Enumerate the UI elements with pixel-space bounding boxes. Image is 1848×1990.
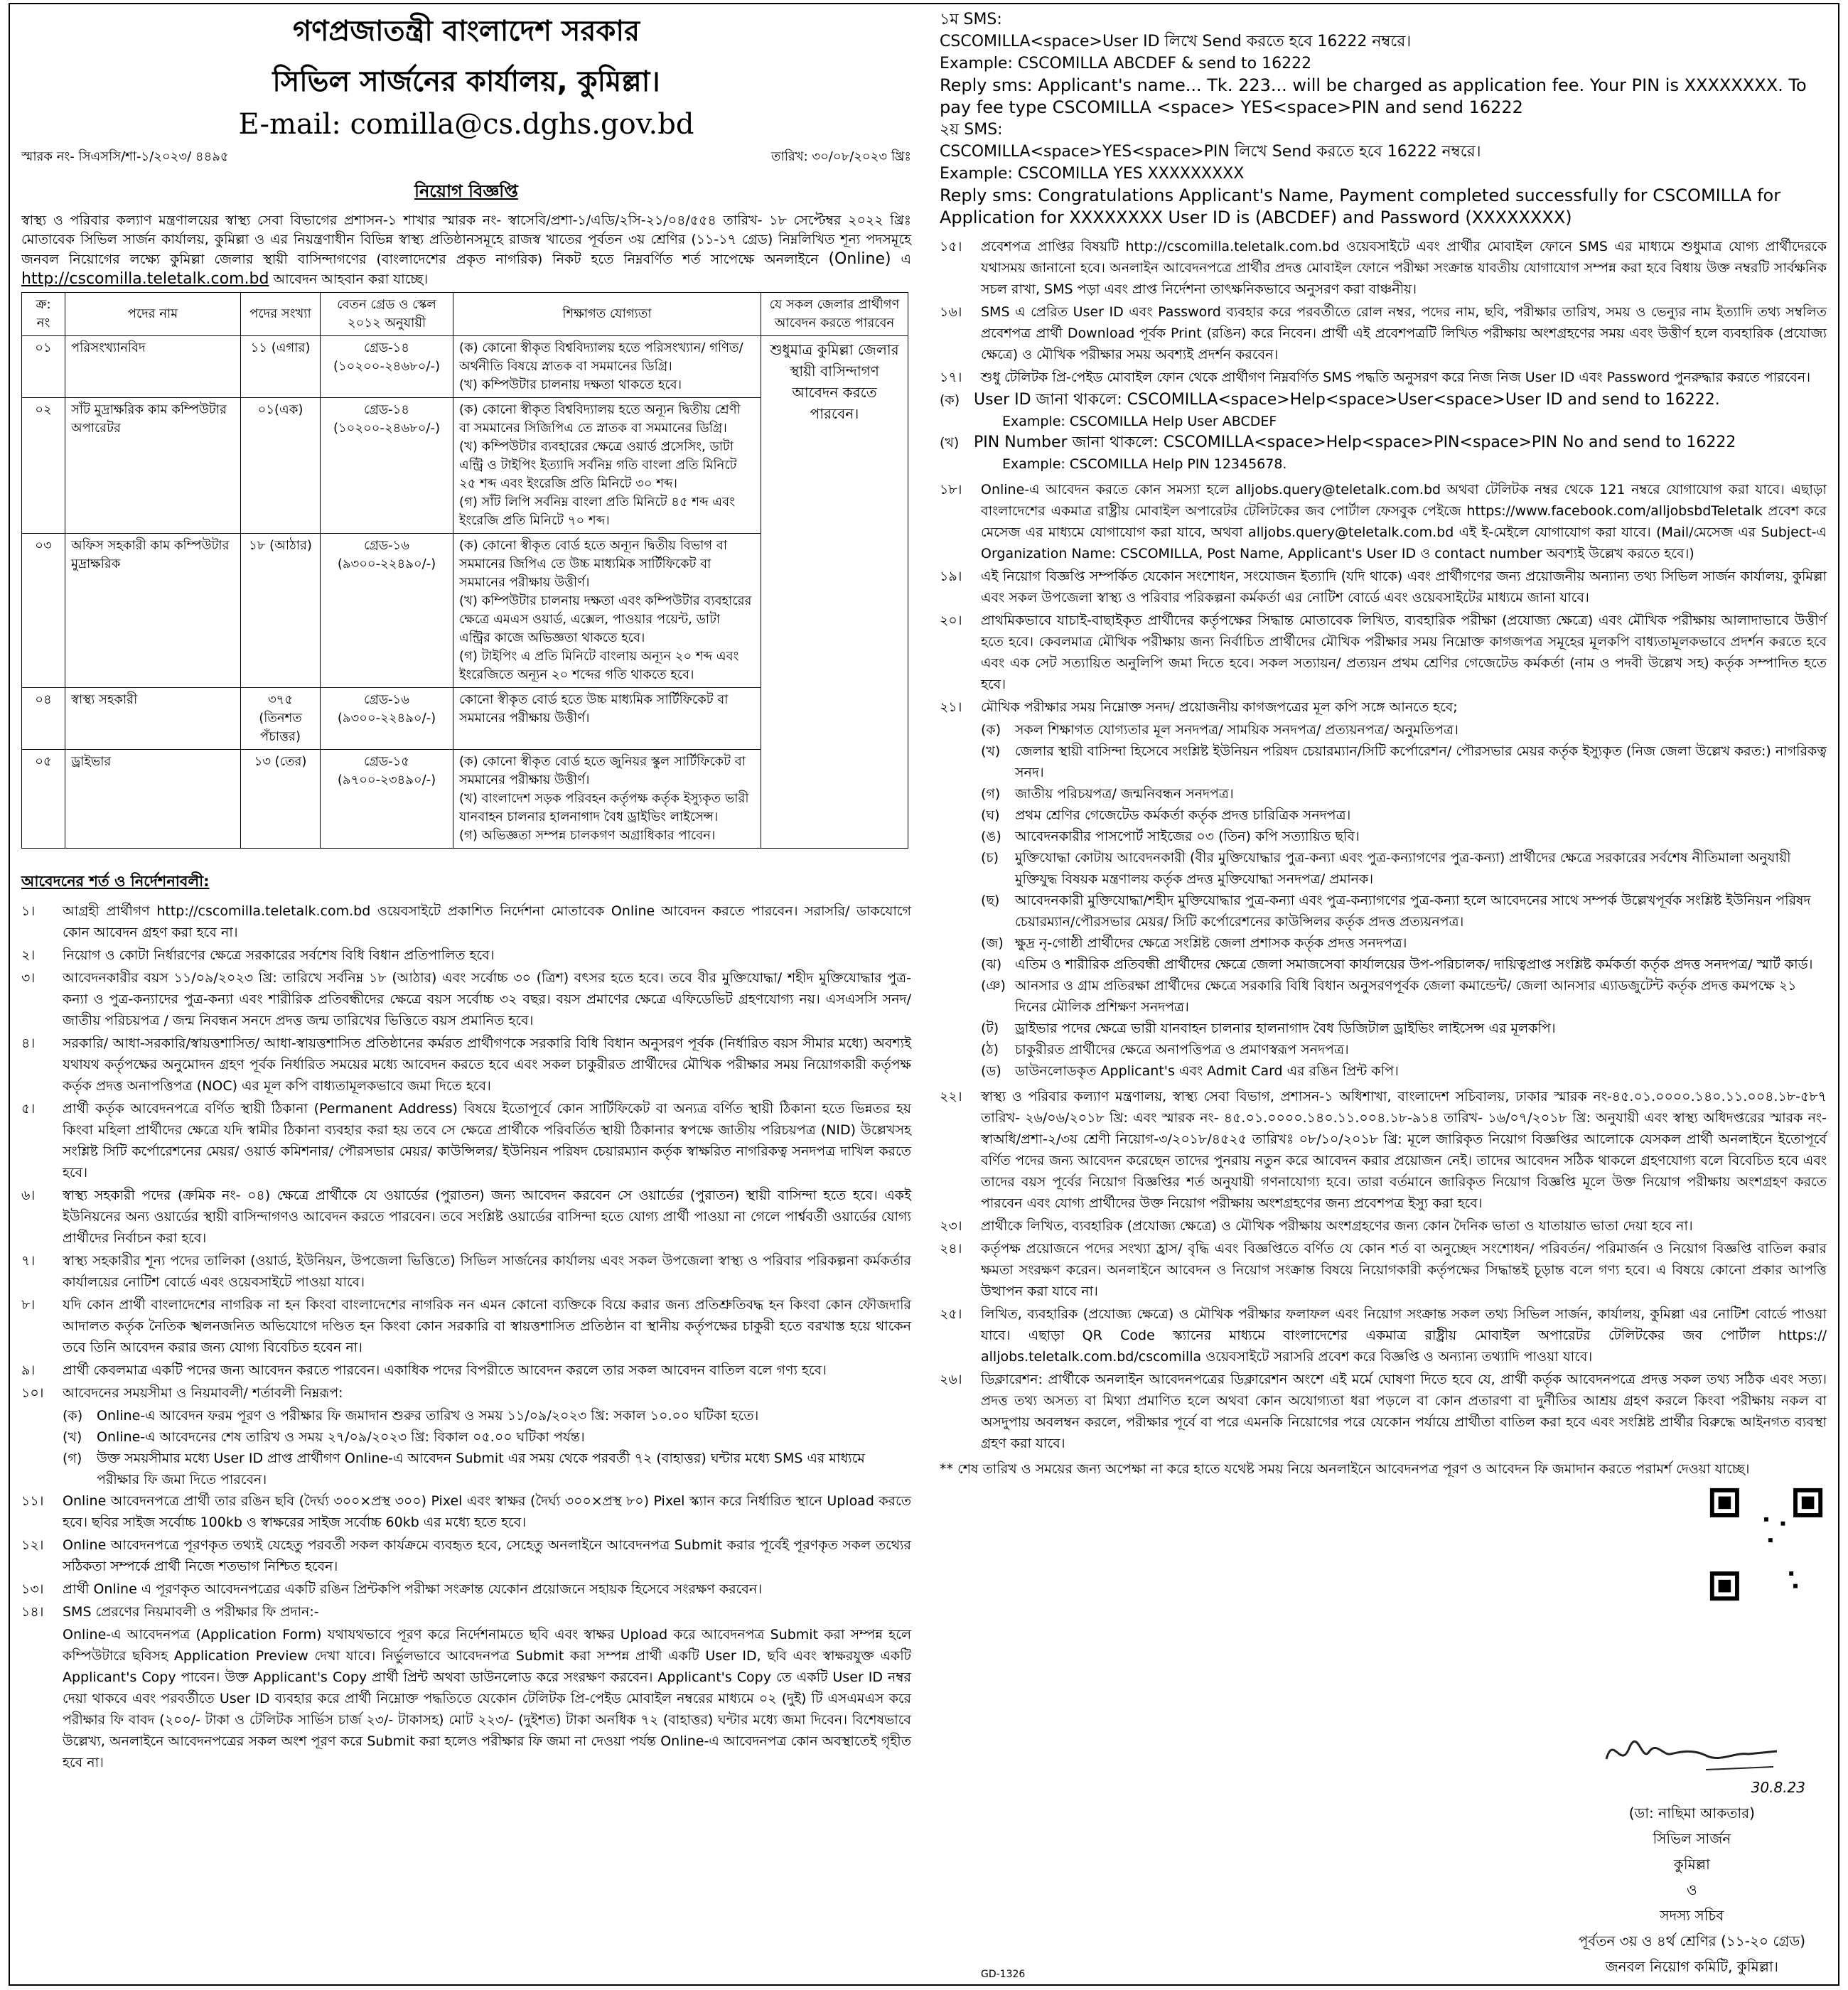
item-text: যদি কোন প্রার্থী বাংলাদেশের নাগরিক না হন কিংবা বাংলাদেশের নাগরিক নন এমন কোনো ব্যক্তিকে বিয়ে করার জন্য প্রতিশ্রুতিবদ্ধ হন কিংবা কোন ফৌজদারি আদালত কর্তৃক নৈতিক স্খলনজনিত অভিযোগে দণ্ডিত হন কিংবা কোন সরকারি বা স্বায়ত্তশাসিত প্রতিষ্ঠান বা স্থানীয় কর্তৃপক্ষের চাকুরী হতে বরখাস্ত হয়ে থাকেন তবে তিনি আবেদন করার জন্য যোগ্য বিবেচিত হবেন না। xyxy=(63,1297,911,1355)
row-grade xyxy=(321,336,453,398)
sub-text: জেলার স্থায়ী বাসিন্দা হিসেবে সংশ্লিষ্ট ইউনিয়ন পরিষদ চেয়ারম্যান/সিটি কর্পোরেশন/ পৌরসভার মেয়র কর্তৃক ইস্যুকৃত (নিজ জেলা উল্লেখ করত:) নাগরিকত্ব সনদ। xyxy=(1015,743,1827,780)
item-text: স্বাস্থ্য সহকারীর শূন্য পদের তালিকা (ওয়ার্ড, ইউনিয়ন, উপজেলা ভিত্তিতে) সিভিল সার্জনের কার্যালয় এবং সকল উপজেলা স্বাস্থ্য ও পরিবার পরিকল্পনা কর্মকর্তার কার্যালয়ের নোটিশ বোর্ডে এবং ওয়েবসাইটে পাওয়া যাবে। xyxy=(63,1253,911,1290)
sub-example: Example: CSCOMILLA Help User ABCDEF xyxy=(1002,414,1277,429)
list-item xyxy=(21,900,911,943)
qualification-line: (খ) বাংলাদেশ সড়ক পরিবহন কর্তৃপক্ষ কর্তৃক ইস্যুকৃত ভারী যানবাহন চালনার হালনাগাদ বৈধ ড্রাইভিং লাইসেন্স। xyxy=(459,791,749,824)
sub-body xyxy=(1015,954,1827,975)
list-item xyxy=(940,1215,1827,1237)
row-serial: ০৫ xyxy=(22,750,65,849)
sub-item xyxy=(981,975,1827,1018)
sms1-reply: Reply sms: Applicant's name... Tk. 223... will be charged as application fee. Your PIN is XXXXXXXX. To pay fee type CSCOMILLA <space> YES<space>PIN and send 16222 xyxy=(940,75,1807,117)
sms2-label: ২য় SMS: xyxy=(940,121,1003,139)
sub-item xyxy=(981,805,1827,826)
item-text: স্বাস্থ্য ও পরিবার কল্যাণ মন্ত্রণালয়, স্বাস্থ্য সেবা বিভাগ, প্রশাসন-১ অধিশাখা, বাংলাদেশ সচিবালয়, ঢাকার স্মারক নং-৪৫.০১.০০০০.১৪০.১১.০০৪.১৮-৫৮৭ তারিখ- ২৬/০৬/২০১৮ খ্রি: এবং স্মারক নং- ৪৫.০১.০০০০.১৪০.১১.০০৪.১৮-৯১৪ তারিখ- ১৬/০৭/২০১৮ খ্রি: অনুযায়ী এবং স্বাস্থ্য অধিদপ্তরের স্মারক নং-স্বাঅধি/প্রশা-২/৩য় শ্রেণী নিয়োগ-৩/২০১৮/৪৫২৫ তারিখঃ ০৮/১০/২০১৮ খ্রি: মূলে জারিকৃত নিয়োগ বিজ্ঞপ্তির আলোকে যেসকল প্রার্থী অনলাইনে ইতোপূর্বে বর্ণিত পদের জন্য আবেদন করেছেন তাদের পুনরায় নতুন করে আবেদন করার প্রয়োজন নেই। তাদের আবেদন সঠিক থাকলে গ্রহণযোগ্য বলে বিবেচিত হবে এবং তাদের বয়স পূর্বের নিয়োগ বিজ্ঞপ্তির শর্ত অনুযায়ী গণনাযোগ্য হবে। তারা বর্তমানে জারিকৃত নিয়োগ বিজ্ঞপ্তি মূলে উক্ত নিয়োগ পরীক্ষায় অংশগ্রহণ করতে পারবেন এবং যোগ্য প্রার্থীদের উক্ত নিয়োগ পরীক্ষায় অংশগ্রহণের জন্য প্রবেশপত্র ইস্যু করা হবে। xyxy=(981,1089,1827,1211)
sub-text: এতিম ও শারীরিক প্রতিবন্ধী প্রার্থীদের ক্ষেত্রে জেলা সমাজসেবা কার্যালয়ের উপ-পরিচালক/ দায়িত্বপ্রাপ্ত সংশ্লিষ্ট কর্মকর্তা কর্তৃক প্রদত্ত সনদপত্র/ স্মার্ট কার্ড। xyxy=(1015,957,1813,972)
row-serial: ০১ xyxy=(22,336,65,398)
sub-body xyxy=(1015,1060,1827,1082)
intro-text-end: আবেদন আহবান করা যাচ্ছে। xyxy=(273,271,428,287)
item-text: মৌখিক পরীক্ষার সময় নিম্নোক্ত সনদ/ প্রয়োজনীয় কাগজপত্রের মূল কপি সঙ্গে আনতে হবে; xyxy=(981,699,1458,715)
grade-label: গ্রেড-১৫ xyxy=(364,754,409,769)
list-item xyxy=(21,967,911,1031)
item-number: ১০। xyxy=(21,1385,44,1401)
item-number: ১৮। xyxy=(940,482,962,498)
item-number: ১৯। xyxy=(940,569,962,584)
sub-number: (গ) xyxy=(981,786,1001,802)
list-item xyxy=(940,610,1827,695)
list-item xyxy=(21,945,911,966)
item-text: কর্তৃপক্ষ প্রয়োজনে পদের সংখ্যা হ্রাস/ বৃদ্ধি এবং বিজ্ঞপ্তিতে বর্ণিত যে কোন শর্ত বা অনুচ্ছেদ সংশোধন/ পরিবর্তন/ পরিমার্জন ও নিয়োগ বিজ্ঞপ্তি বাতিল করার ক্ষমতা সংরক্ষণ করেন। অনলাইনে আবেদন ও নিয়োগ সংক্রান্ত বিষয়ে নিয়োগকারী কর্তৃপক্ষের সিদ্ধান্তই চূড়ান্ত বলে গণ্য হবে। এ বিষয়ে কোনো প্রকার আপত্তি উত্থাপন করা যাবে না। xyxy=(981,1241,1827,1299)
sub-text: জাতীয় পরিচয়পত্র/ জন্মনিবন্ধন সনদপত্র। xyxy=(1015,786,1234,802)
conditions-list xyxy=(21,900,911,1404)
row-qualification xyxy=(453,750,761,849)
row-qualification xyxy=(453,688,761,750)
qualification-line: (ক) কোনো স্বীকৃত বোর্ড হতে জুনিয়র স্কুল সার্টিফিকেট বা সমমানের পরীক্ষায় উত্তীর্ণ। xyxy=(459,754,746,787)
sub-text: PIN Number জানা থাকলে: CSCOMILLA<space>Help<space>PIN<space>PIN No and send to 16222 xyxy=(974,434,1736,451)
intro-e: এ xyxy=(901,252,911,267)
item-number: ১১। xyxy=(21,1493,44,1509)
list-item xyxy=(21,1601,911,1623)
sms2-reply: Reply sms: Congratulations Applicant's Name, Payment completed successfully for CSCOMILLA for Application for XXXXXXXX User ID is (ABCDEF) and Password (XXXXXXXX) xyxy=(940,185,1781,227)
item-number: ১৬। xyxy=(940,304,962,320)
sub-item xyxy=(981,741,1827,783)
sub-text: উক্ত সময়সীমার মধ্যে User ID প্রাপ্ত প্রার্থীগণ Online-এ আবেদন Submit এর সময় থেকে পরবর্তী ৭২ (বাহাত্তর) ঘন্টার মধ্যে SMS এর মাধ্যমে পরীক্ষার ফি জমা দিতে পারবেন। xyxy=(97,1451,865,1488)
item-text: স্বাস্থ্য সহকারী পদের (ক্রমিক নং- ০৪) ক্ষেত্রে প্রার্থীকে যে ওয়ার্ডের (পুরাতন) জন্য আবেদন করবেন সে ওয়ার্ডের (পুরাতন) স্থায়ী বাসিন্দা হতে হবে। একই ইউনিয়নের অন্য ওয়ার্ডের স্থায়ী বাসিন্দাগণও আবেদন করতে পারবেন। তবে সংশ্লিষ্ট ওয়ার্ডের বাসিন্দা হতে যোগ্য প্রার্থী পাওয়া না গেলে পার্শ্ববর্তী ওয়ার্ডের যোগ্য প্রার্থীদের নির্বাচন করা হবে। xyxy=(63,1188,911,1246)
sub-item xyxy=(981,826,1827,847)
sub-number: (চ) xyxy=(981,850,999,866)
item-number: ৭। xyxy=(21,1253,36,1269)
sub-text: Online-এ আবেদন ফরম পূরণ ও পরীক্ষার ফি জমাদান শুরুর তারিখ ও সময় ১১/০৯/২০২৩ খ্রি: সকাল ১০.০০ ঘটিকা হতে। xyxy=(97,1408,759,1424)
list-item xyxy=(940,566,1827,608)
item-text: প্রার্থীকে লিখিত, ব্যবহারিক (প্রযোজ্য ক্ষেত্রে) ও মৌখিক পরীক্ষায় অংশগ্রহণের জন্য কোন দৈনিক ভাতা ও যাতায়াত ভাতা দেয়া হবে না। xyxy=(981,1218,1693,1234)
sub-number: (খ) xyxy=(940,435,960,451)
item-text: আবেদনকারীর বয়স ১১/০৯/২০২৩ খ্রি: তারিখে সর্বনিম্ন ১৮ (আঠার) এবং সর্বোচ্চ ৩০ (ত্রিশ) বৎসর হতে হবে। তবে বীর মুক্তিযোদ্ধা/ শহীদ মুক্তিযোদ্ধার পুত্র-কন্যা ও পুত্র-কন্যাদের পুত্র-কন্যা এবং শারীরিক প্রতিবন্ধীদের ক্ষেত্রে বয়স সর্বোচ্চ ৩২ বছর। বয়স প্রমাণের ক্ষেত্রে এফিডেভিট গ্রহণযোগ্য নয়। এসএসসি সনদ/ জাতীয় পরিচয়পত্র / জন্ম নিবন্ধন সনদে প্রদত্ত জন্ম তারিখের ভিত্তিতে বয়স প্রমানিত হবে। xyxy=(63,970,911,1028)
conditions-title: আবেদনের শর্ত ও নির্দেশনাবলী: xyxy=(21,873,210,890)
list-item xyxy=(21,1490,911,1533)
list-item xyxy=(940,1303,1827,1367)
item-number: ২৩। xyxy=(940,1218,962,1234)
row-serial: ০২ xyxy=(22,398,65,534)
sub-item xyxy=(63,1405,911,1426)
row-count: ০১(এক) xyxy=(241,398,321,534)
qualification-line: (ক) কোনো স্বীকৃত বিশ্ববিদ্যালয় হতে অন্যূন দ্বিতীয় শ্রেণী বা সমমানের সিজিপিএ তে স্নাতক বা সমমানের ডিগ্রি। xyxy=(459,402,741,436)
col-districts: যে সকল জেলার প্রার্থীগণ আবেদন করতে পারবেন xyxy=(761,293,908,336)
qualification-line: (খ) কম্পিউটার চালনায় দক্ষতা এবং কম্পিউটার ব্যবহারের ক্ষেত্রে এমএস ওয়ার্ড, এক্সেল, পাওয়ার পয়েন্ট, ডাটা এন্ট্রির কাজে অভিজ্ঞতা থাকতে হবে। xyxy=(459,593,752,645)
left-column xyxy=(21,9,911,1773)
sub-example: Example: CSCOMILLA Help PIN 12345678. xyxy=(1002,456,1287,472)
sub-body xyxy=(974,389,1827,432)
sub-body xyxy=(1015,741,1827,783)
sub-body xyxy=(1015,975,1827,1018)
office-email: E-mail: comilla@cs.dghs.gov.bd xyxy=(238,108,694,141)
item-text: লিখিত, ব্যবহারিক (প্রযোজ্য ক্ষেত্রে) ও মৌখিক পরীক্ষার ফলাফল এবং নিয়োগ সংক্রান্ত সকল তথ্য সিভিল সার্জন, কার্যালয়, কুমিল্লা এর নোটিশ বোর্ডে পাওয়া যাবে। এছাড়া QR Code স্ক্যানের মাধ্যমে বাংলাদেশের একমাত্র রাষ্ট্রীয় মোবাইল অপারেটর টেলিটকের জব পোর্টাল https:// alljobs.teletalk.com.bd/cscomilla ওয়েবসাইটে সরাসরি প্রবেশ করে বিজ্ঞপ্তি ও অন্যান্য তথ্যাদি পাওয়া যাবে। xyxy=(981,1306,1827,1365)
sub-number: (ঠ) xyxy=(981,1042,999,1058)
row-count: ১১ (এগার) xyxy=(241,336,321,398)
sub-body xyxy=(97,1448,911,1490)
item-number: ১৫। xyxy=(940,239,962,254)
row-serial: ০৩ xyxy=(22,534,65,688)
office-title: সিভিল সার্জনের কার্যালয়, কুমিল্লা। xyxy=(272,65,660,98)
item-text: নিয়োগ ও কোটা নির্ধারণের ক্ষেত্রে সরকারের সর্বশেষ বিধি বিধান প্রতিপালিত হবে। xyxy=(63,947,495,963)
item-number: ৮। xyxy=(21,1297,36,1313)
row-grade xyxy=(321,688,453,750)
sub-body xyxy=(974,432,1827,475)
item-number: ৫। xyxy=(21,1101,36,1117)
sub-text: প্রথম শ্রেণির গেজেটেড কর্মকর্তা কর্তৃক প্রদত্ত চারিত্রিক সনদপত্র। xyxy=(1015,807,1351,823)
sub-number: (ছ) xyxy=(981,893,1000,908)
item-number: ৬। xyxy=(21,1188,36,1203)
eligible-districts: শুধুমাত্র কুমিল্লা জেলার স্থায়ী বাসিন্দাগণ আবেদন করতে পারবেন। xyxy=(761,336,908,849)
sub-item xyxy=(981,932,1827,954)
signer-title-5: জনবল নিয়োগ কমিটি, কুমিল্লা। xyxy=(1605,1958,1778,1975)
sub-number: (খ) xyxy=(63,1429,82,1445)
row-grade xyxy=(321,534,453,688)
sub-item xyxy=(940,389,1827,432)
sub-text: ড্রাইভার পদের ক্ষেত্রে ভারী যানবাহন চালনার হালনাগাদ বৈধ ডিজিটাল ড্রাইভিং লাইসেন্স এর মূলকপি। xyxy=(1015,1021,1556,1036)
sub-body xyxy=(97,1405,911,1426)
col-count: পদের সংখ্যা xyxy=(241,293,321,336)
sms2-line: CSCOMILLA<space>YES<space>PIN লিখে Send করতে হবে 16222 নম্বরে। xyxy=(940,143,1481,161)
sub-item xyxy=(981,1060,1827,1082)
qualification-line: (খ) কম্পিউটার চালনায় দক্ষতা থাকতে হবে। xyxy=(459,377,682,392)
sms1-line: CSCOMILLA<space>User ID লিখে Send করতে হবে 16222 নম্বরে। xyxy=(940,33,1412,50)
col-serial: ক্র: নং xyxy=(22,293,65,336)
memo-number: স্মারক নং- সিএসসি/শা-১/২০২৩/ ৪৪৯৫ xyxy=(21,149,229,164)
list-item xyxy=(21,1098,911,1183)
qualification-line: (গ) অভিজ্ঞতা সম্পন্ন চালকগণ অগ্রাধিকার পাবেন। xyxy=(459,828,716,843)
item-text: প্রার্থী Online এ পূরণকৃত আবেদনপত্রের একটি রঙিন প্রিন্টকপি পরীক্ষা সংক্রান্ত যেকোন প্রয়োজনে সহায়ক হিসেবে সংরক্ষণ করবেন। xyxy=(63,1581,762,1597)
item-text: আগ্রহী প্রার্থীগণ http://cscomilla.teletalk.com.bd ওয়েবসাইটে প্রকাশিত নির্দেশনা মোতাবেক Online আবেদন করতে পারবেন। সরাসরি/ ডাকযোগে কোন আবেদন গ্রহণ করা হবে না। xyxy=(63,903,911,940)
qualification-line: কোনো স্বীকৃত বোর্ড হতে উচ্চ মাধ্যমিক সার্টিফিকেট বা সমমানের পরীক্ষায় উত্তীর্ণ। xyxy=(459,692,729,726)
item-text: SMS প্রেরণের নিয়মাবলী ও পরীক্ষার ফি প্রদান:- xyxy=(63,1604,319,1620)
grade-scale: (৯৭০০-২৩৪৯০/-) xyxy=(337,773,436,787)
row-qualification xyxy=(453,336,761,398)
sub-item xyxy=(940,432,1827,475)
list-item xyxy=(21,1360,911,1381)
sub-item xyxy=(63,1448,911,1490)
item-number: ২। xyxy=(21,947,36,963)
sub-body xyxy=(1015,1039,1827,1060)
list-item xyxy=(940,1238,1827,1302)
item21-sublist xyxy=(940,719,1827,1082)
row-serial: ০৪ xyxy=(22,688,65,750)
item-text: আবেদনের সময়সীমা ও নিয়মাবলী/ শর্তাবলী নিম্নরূপ: xyxy=(63,1385,343,1401)
item-text: Online আবেদনপত্রে প্রার্থী তার রঙিন ছবি (দৈর্ঘ্য ৩০০×প্রস্থ ৩০০) Pixel এবং স্বাক্ষর (দৈর্ঘ্য ৩০০×প্রস্থ ৮০) Pixel স্ক্যান করে নির্ধারিত স্থানে Upload করতে হবে। ছবির সাইজ সর্বোচ্চ 100kb ও স্বাক্ষরের সাইজ সর্বোচ্চ 60kb এর মধ্যে হতে হবে। xyxy=(63,1493,911,1530)
right-list-2 xyxy=(940,479,1827,718)
list-item xyxy=(21,1534,911,1577)
sub-text: সকল শিক্ষাগত যোগ্যতার মূল সনদপত্র/ সাময়িক সনদপত্র/ প্রত্যয়নপত্র/ অনুমতিপত্র। xyxy=(1015,722,1458,738)
qualification-line: (ক) কোনো স্বীকৃত বিশ্ববিদ্যালয় হতে পরিসংখ্যান/ গণিত/ অর্থনীতি বিষয়ে স্নাতক বা সমমানের ডিগ্রি। xyxy=(459,340,743,374)
item-number: ১৭। xyxy=(940,370,962,385)
col-grade: বেতন গ্রেড ও স্কেল ২০১২ অনুযায়ী xyxy=(321,293,453,336)
notice-title: নিয়োগ বিজ্ঞপ্তি xyxy=(414,181,518,201)
sub-text: আনসার ও গ্রাম প্রতিরক্ষা প্রার্থীদের ক্ষেত্রে সরকারি বিধি বিধান অনুসরণপূর্বক জেলা কমান্ডেন্ট/ জেলা আনসার এ্যাডজুটেন্ট কর্তৃক প্রদত্ত কমপক্ষে ২১ দিনের মৌলিক প্রশিক্ষণ সনদপত্র। xyxy=(1015,978,1797,1015)
item-text: Online আবেদনপত্রে পূরণকৃত তথ্যই যেহেতু পরবর্তী সকল কার্যক্রমে ব্যবহৃত হবে, সেহেতু অনলাইনে আবেদনপত্র Submit করার পূর্বেই পূরণকৃত সকল তথ্যের সঠিকতা সম্পর্কে প্রার্থী নিজে শতভাগ নিশ্চিত হবেন। xyxy=(63,1537,911,1574)
sub-text: User ID জানা থাকলে: CSCOMILLA<space>Help<space>User<space>User ID and send to 16222. xyxy=(974,391,1720,409)
signer-title-3: সদস্য সচিব xyxy=(1660,1907,1724,1924)
row-qualification xyxy=(453,398,761,534)
table-row xyxy=(22,336,908,398)
item-number: ১৪। xyxy=(21,1604,44,1620)
grade-label: গ্রেড-১৪ xyxy=(364,340,409,355)
item-number: ২০। xyxy=(940,613,962,628)
apply-link[interactable]: http://cscomilla.teletalk.com.bd xyxy=(21,270,269,288)
signature-image xyxy=(1599,1727,1784,1777)
sms-instructions xyxy=(940,9,1827,229)
grade-label: গ্রেড-১৬ xyxy=(364,692,409,707)
signer-title-1: সিভিল সার্জন xyxy=(1653,1830,1731,1847)
sub-item xyxy=(981,847,1827,890)
signer-and: ও xyxy=(1686,1881,1697,1898)
row-post: পরিসংখ্যানবিদ xyxy=(65,336,241,398)
sub-item xyxy=(981,1018,1827,1039)
grade-label: গ্রেড-১৬ xyxy=(364,538,409,553)
sub-number: (জ) xyxy=(981,935,1004,951)
item14-body: Online-এ আবেদনপত্র (Application Form) যথাযথভাবে পূরণ করে নির্দেশনামতে ছবি এবং স্বাক্ষর Upload করে আবেদনপত্র Submit করা সম্পন্ন হলে কম্পিউটারে ছবিসহ Application Preview দেখা যাবে। নির্ভুলভাবে আবেদনপত্র Submit করা সম্পন্ন প্রার্থী একটি User ID, ছবি এবং স্বাক্ষরযুক্ত একটি Applicant's Copy পাবেন। উক্ত Applicant's Copy প্রার্থী প্রিন্ট অথবা ডাউনলোড করে সংরক্ষণ করবেন। Applicant's Copy তে একটি User ID নম্বর দেয়া থাকবে এবং পরবর্তীতে User ID ব্যবহার করে প্রার্থী নিম্নোক্ত পদ্ধতিতে যেকোন টেলিটক প্রি-পেইড মোবাইল নম্বরের মাধ্যমে ০২ (দুই) টি এসএমএস করে পরীক্ষার ফি বাবদ (২০০/- টাকা ও টেলিটক সার্ভিস চার্জ ২৩/- টাকাসহ) মোট ২২৩/- (দুইশত) টাকা অনধিক ৭২ (বাহাত্তর) ঘন্টার মধ্যে জমা দিবেন। বিশেষভাবে উল্লেখ্য, অনলাইনে আবেদনপত্রের সকল অংশ পূরণ করে Submit করা হলেও পরীক্ষার ফি জমা না দেওয়া পর্যন্ত Online-এ আবেদনপত্র কোন অবস্থাতেই গৃহীত হবে না। xyxy=(63,1627,911,1770)
sub-body xyxy=(1015,890,1827,932)
government-title: গণপ্রজাতন্ত্রী বাংলাদেশ সরকার xyxy=(293,15,640,48)
grade-scale: (৯৩০০-২২৪৯০/-) xyxy=(337,556,436,571)
item-text: প্রবেশপত্র প্রাপ্তির বিষয়টি http://cscomilla.teletalk.com.bd ওয়েবসাইটে এবং প্রার্থীর মোবাইল ফোনে SMS এর মাধ্যমে শুধুমাত্র যোগ্য প্রার্থীদেরকে যথাসময় জানানো হবে। অনলাইন আবেদনপত্রে প্রার্থীর প্রদত্ত মোবাইল ফোনে পরীক্ষা সংক্রান্ত যাবতীয় যোগাযোগ সম্পন্ন করা হবে বিধায় উক্ত নম্বরটি সার্বক্ষনিক সচল রাখা, SMS পড়া এবং প্রাপ্ত নির্দেশনা তাৎক্ষনিকভাবে অনুসরণ করা বাঞ্চনীয়। xyxy=(981,239,1827,297)
item-text: SMS এ প্রেরিত User ID এবং Password ব্যবহার করে পরবর্তীতে রোল নম্বর, পদের নাম, ছবি, পরীক্ষার তারিখ, সময় ও ভেন্যুর নাম ইত্যাদি তথ্য সম্বলিত প্রবেশপত্র প্রার্থী Download পূর্বক Print (রঙিন) করে নিবেন। প্রার্থী এই প্রবেশপত্রটি লিখিত পরীক্ষায় অংশগ্রহণের সময় এবং উত্তীর্ণ হলে ব্যবহারিক (প্রযোজ্য ক্ষেত্রে) ও মৌখিক পরীক্ষার সময় অবশ্যই প্রদর্শন করবেন। xyxy=(981,304,1827,362)
row-grade xyxy=(321,398,453,534)
col-qualification: শিক্ষাগত যোগ্যতা xyxy=(453,293,761,336)
item-text: Online-এ আবেদন করতে কোন সমস্যা হলে alljobs.query@teletalk.com.bd অথবা টেলিটক নম্বর থেকে 121 নম্বরে যোগাযোগ করা যাবে। এছাড়া বাংলাদেশের একমাত্র রাষ্ট্রীয় মোবাইল অপারেটর টেলিটকের জব পোর্টাল ফেসবুক পেইজে https://www.facebook.com/alljobsbdTeletalk প্রবেশ করে মেসেজ এর মাধ্যমে যোগাযোগ করা যাবে, অথবা alljobs.query@teletalk.com.bd এই ই-মেইলে যোগাযোগ করা যাবে। (Mail/মেসেজ এর Subject-এ Organization Name: CSCOMILLA, Post Name, Applicant's User ID ও contact number অবশ্যই উল্লেখ করতে হবে।) xyxy=(981,482,1827,561)
sub-text: Online-এ আবেদনের শেষ তারিখ ও সময় ২৭/০৯/২০২৩ খ্রি: বিকাল ০৫.০০ ঘটিকা পর্যন্ত। xyxy=(97,1429,585,1445)
table-header-row xyxy=(22,293,908,336)
grade-scale: (১০২০০-২৪৬৮০/-) xyxy=(333,421,441,436)
sub-number: (খ) xyxy=(981,743,1001,759)
advice-note: ** শেষ তারিখ ও সময়ের জন্য অপেক্ষা না করে হাতে যথেষ্ট সময় নিয়ে অনলাইনে আবেদনপত্র পূরণ ও আবেদন ফি জমাদান করতে পরামর্শ দেওয়া যাচ্ছে। xyxy=(940,1461,1750,1477)
signer-title-2: কুমিল্লা xyxy=(1673,1856,1710,1873)
sms1-example: Example: CSCOMILLA ABCDEF & send to 16222 xyxy=(940,55,1312,72)
memo-date: তারিখ: ৩০/০৮/২০২৩ খ্রিঃ xyxy=(771,149,911,164)
grade-scale: (৯৩০০-২২৪৯০/-) xyxy=(337,711,436,726)
signer-name: (ডা: নাছিমা আকতার) xyxy=(1628,1805,1755,1822)
list-item xyxy=(940,367,1827,388)
item17-sublist xyxy=(940,389,1827,475)
sub-item xyxy=(981,783,1827,805)
right-list-3 xyxy=(940,1086,1827,1454)
sub-number: (গ) xyxy=(63,1451,82,1466)
sub-number: (ক) xyxy=(940,392,960,408)
sub-number: (ক) xyxy=(981,722,1001,738)
list-item xyxy=(940,696,1827,718)
sub-body xyxy=(1015,783,1827,805)
sub-number: (ঘ) xyxy=(981,807,1000,823)
row-post: স্বাস্থ্য সহকারী xyxy=(65,688,241,750)
qualification-line: (খ) কম্পিউটার ব্যবহারের ক্ষেত্রে ওয়ার্ড প্রসেসিং, ডাটা এন্ট্রি ও টাইপিং ইত্যাদি সর্বনিম্ন গতি বাংলা প্রতি মিনিটে ২৫ শব্দ এবং ইংরেজি প্রতি মিনিটে ৩০ শব্দ। xyxy=(459,439,737,491)
sub-body xyxy=(1015,932,1827,954)
list-item xyxy=(21,1185,911,1249)
list-item xyxy=(940,1369,1827,1454)
footer-code: GD-1326 xyxy=(981,1969,1026,1980)
signature-block xyxy=(1579,1727,1805,1979)
sub-body xyxy=(1015,847,1827,890)
grade-label: গ্রেড-১৪ xyxy=(364,402,409,417)
sub-item xyxy=(981,954,1827,975)
row-post: অফিস সহকারী কাম কম্পিউটার মুদ্রাক্ষরিক xyxy=(65,534,241,688)
sub-text: ক্ষুদ্র নৃ-গোষ্ঠী প্রার্থীদের ক্ষেত্রে সংশ্লিষ্ট জেলা প্রশাসক কর্তৃক প্রদত্ত সনদপত্র। xyxy=(1015,935,1407,951)
item-text: ডিক্লারেশন: প্রার্থীকে অনলাইন আবেদনপত্রের ডিক্লারেশন অংশে এই মর্মে ঘোষণা দিতে হবে যে, প্রার্থী কর্তৃক আবেদনপত্রে প্রদত্ত সকল তথ্য সঠিক এবং সত্য। প্রদত্ত তথ্য অসত্য বা মিথ্যা প্রমাণিত হলে অথবা কোন অযোগ্যতা ধরা পড়লে বা কোন প্রতারণা বা দুর্নীতির আশ্রয় গ্রহণ করলে কিংবা পরীক্ষায় নকল বা অসদুপায় অবলম্বন করলে, পরীক্ষার পূর্বে বা পরে এমনকি নিয়োগের পরে যেকোন পর্যায়ে প্রার্থীতা বাতিল করা হবে এবং সংশ্লিষ্ট প্রার্থীর বিরুদ্ধে আইনগত ব্যবস্থা গ্রহণ করা যাবে। xyxy=(981,1372,1827,1451)
conditions-list-2 xyxy=(21,1490,911,1623)
item-number: ৯। xyxy=(21,1362,36,1378)
sub-body xyxy=(1015,826,1827,847)
list-item xyxy=(940,479,1827,564)
sub-number: (ড) xyxy=(981,1063,1001,1079)
sub-text: চাকুরীরত প্রার্থীদের ক্ষেত্রে অনাপত্তিপত্র ও প্রমাণস্বরূপ সনদপত্র। xyxy=(1015,1042,1349,1058)
signer-title-4: পূর্বতন ৩য় ও ৪র্থ শ্রেণির (১১-২০ গ্রেড) xyxy=(1578,1932,1805,1949)
sub-body xyxy=(1015,1018,1827,1039)
right-list xyxy=(940,236,1827,388)
sub-body xyxy=(97,1426,911,1448)
sub-text: আবেদনকারীর পাসপোর্ট সাইজের ০৩ (তিন) কপি সত্যায়িত ছবি। xyxy=(1015,829,1360,844)
item-number: ১২। xyxy=(21,1537,44,1553)
item-number: ২৬। xyxy=(940,1372,962,1387)
item-number: ২২। xyxy=(940,1089,962,1104)
item-number: ১৩। xyxy=(21,1581,44,1597)
qr-code-icon[interactable] xyxy=(1706,1484,1827,1605)
sub-item xyxy=(981,719,1827,741)
sub-number: (ঝ) xyxy=(981,957,1002,972)
item10-sublist xyxy=(21,1405,911,1490)
item-number: ৪। xyxy=(21,1036,36,1051)
sub-item xyxy=(981,890,1827,932)
list-item xyxy=(940,1086,1827,1214)
row-grade xyxy=(321,750,453,849)
sub-item xyxy=(981,1039,1827,1060)
list-item xyxy=(21,1033,911,1097)
sms2-example: Example: CSCOMILLA YES XXXXXXXXX xyxy=(940,165,1245,183)
row-post: ড্রাইভার xyxy=(65,750,241,849)
list-item xyxy=(940,301,1827,365)
list-item xyxy=(21,1294,911,1358)
sub-item xyxy=(63,1426,911,1448)
signature-date: 30.8.23 xyxy=(1751,1779,1805,1796)
item-text: সরকারি/ আধা-সরকারি/স্বায়ত্তশাসিত/ আধা-স্বায়ত্তশাসিত প্রতিষ্ঠানের কর্মরত প্রার্থীগণকে সরকারি বিধি বিধান অনুসরণ পূর্বক (নির্ধারিত বয়স সীমার মধ্যে) অবশ্যই যথাযথ কর্তৃপক্ষের অনুমোদন গ্রহণ পূর্বক নির্ধারিত সময়ের মধ্যে আবেদন করতে হবে এবং সকল চাকুরীরত প্রার্থীদের মৌখিক পরীক্ষার সময় নিয়োগকারী কর্তৃপক্ষ কর্তৃক প্রদত্ত অনাপত্তিপত্র (NOC) এর মূল কপি বাধ্যতামূলকভাবে জমা দিতে হবে। xyxy=(63,1036,911,1094)
right-column xyxy=(940,9,1827,1480)
item-text: শুধু টেলিটক প্রি-পেইড মোবাইল ফোন থেকে প্রার্থীগণ নিম্নবর্ণিত SMS পদ্ধতি অনুসরণ করে নিজ নিজ User ID এবং Password পুনরুদ্ধার করতে পারবেন। xyxy=(981,370,1811,385)
sub-text: মুক্তিযোদ্ধা কোটায় আবেদনকারী (বীর মুক্তিযোদ্ধার পুত্র-কন্যা এবং পুত্র-কন্যাগণের পুত্র-কন্যা) প্রার্থীদের ক্ষেত্রে সরকারের সর্বশেষ নীতিমালা অনুযায়ী মুক্তিযুদ্ধ বিষয়ক মন্ত্রণালয় কর্তৃক প্রদত্ত মুক্তিযোদ্ধা সনদপত্র/ প্রমানক। xyxy=(1015,850,1791,887)
sms1-label: ১ম SMS: xyxy=(940,11,1002,28)
row-count: ১৩ (তের) xyxy=(241,750,321,849)
item-text: প্রার্থী কেবলমাত্র একটি পদের জন্য আবেদন করতে পারবেন। একাধিক পদের বিপরীতে আবেদন করলে তার সকল আবেদন বাতিল বলে গণ্য হবে। xyxy=(63,1362,827,1378)
sub-body xyxy=(1015,719,1827,741)
item-number: ১। xyxy=(21,903,36,919)
sub-number: (ঞ) xyxy=(981,978,1006,994)
qualification-line: (গ) সাঁট লিপি সর্বনিম্ন বাংলা প্রতি মিনিটে ৪৫ শব্দ এবং ইংরেজি প্রতি মিনিটে ৭০ শব্দ। xyxy=(459,495,735,528)
qualification-line: (গ) টাইপিং এ প্রতি মিনিটে বাংলায় অন্যূন ২০ শব্দ এবং ইংরেজিতে অন্যূন ২০ শব্দের গতি থাকতে হবে। xyxy=(459,649,739,682)
row-qualification xyxy=(453,534,761,688)
item-number: ২৪। xyxy=(940,1241,962,1257)
row-post: সাঁট মুদ্রাক্ষরিক কাম কম্পিউটার অপারেটর xyxy=(65,398,241,534)
item-number: ২১। xyxy=(940,699,962,715)
sub-number: (ট) xyxy=(981,1021,999,1036)
item-text: প্রাথমিকভাবে যাচাই-বাছাইকৃত প্রার্থীদের কর্তৃপক্ষের সিদ্ধান্ত মোতাবেক লিখিত, ব্যবহারিক পরীক্ষা (প্রযোজ্য ক্ষেত্রে) এবং মৌখিক পরীক্ষায় আলাদাভাবে উত্তীর্ণ হতে হবে। কেবলমাত্র মৌখিক পরীক্ষায় জন্য নির্বাচিত প্রার্থীদের মৌখিক পরীক্ষার সময় নিম্নোক্ত কাগজপত্র সমূহের মূলকপি বাধ্যতামূলকভাবে প্রদর্শন করতে হবে এবং এক সেট সত্যায়িত অনুলিপি জমা দিতে হবে। সকল সত্যায়ন/ প্রত্যয়ন প্রথম শ্রেণির গেজেটেড কর্মকর্তা (নাম ও পদবী উল্লেখ সহ) কর্তৃক সম্পাদিত হতে হবে। xyxy=(981,613,1827,692)
posts-table xyxy=(21,292,908,849)
item-text: প্রার্থী কর্তৃক আবেদনপত্রে বর্ণিত স্থায়ী ঠিকানা (Permanent Address) বিষয়ে ইতোপূর্বে কোন সার্টিফিকেট বা অন্যত্র বর্ণিত স্থায়ী ঠিকানা হতে ভিন্নতর হয় কিংবা মহিলা প্রার্থীদের ক্ষেত্রে যদি স্বামীর ঠিকানা ব্যবহার করা হয় তবে সে ক্ষেত্রে প্রার্থীকে পরিবর্তিত স্থায়ী ঠিকানার স্বপক্ষে জাতীয় পরিচয়পত্র (NID) উল্লেখসহ সংশ্লিষ্ট সিটি কর্পোরেশনের মেয়র/ ওয়ার্ড কমিশনার/ পৌরসভার মেয়র/ কাউন্সিলর/ ইউনিয়ন পরিষদ চেয়ারম্যান কর্তৃক স্বাক্ষরিত নাগরিকত্ব সনদপত্র দাখিল করতে হবে। xyxy=(63,1101,911,1180)
col-post: পদের নাম xyxy=(65,293,241,336)
item-number: ২৫। xyxy=(940,1306,962,1322)
qualification-line: (ক) কোনো স্বীকৃত বোর্ড হতে অন্যূন দ্বিতীয় বিভাগ বা সমমানের জিপিএ তে উচ্চ মাধ্যমিক সার্টিফিকেট বা সমমানের পরীক্ষায় উত্তীর্ণ। xyxy=(459,538,728,590)
sub-number: (ঙ) xyxy=(981,829,1001,844)
item-number: ৩। xyxy=(21,970,36,986)
right-list-3-wrap xyxy=(940,1086,1827,1454)
grade-scale: (১০২০০-২৪৬৮০/-) xyxy=(333,359,441,374)
sub-body xyxy=(1015,805,1827,826)
intro-text: স্বাস্থ্য ও পরিবার কল্যাণ মন্ত্রণালয়ের স্বাস্থ্য সেবা বিভাগের প্রশাসন-১ শাখার স্মারক নং- স্বাসেবি/প্রশা-১/এডি/২সি-২১/০৪/৫৫৪ তারিখ- ১৮ সেপ্টেম্বর ২০২২ খ্রিঃ মোতাবেক সিভিল সার্জন কার্যালয়, কুমিল্লা ও এর নিয়ন্ত্রণাধীন বিভিন্ন স্বাস্থ্য প্রতিষ্ঠানসমূহে রাজস্ব খাতের পূর্বতন ৩য় শ্রেণির (১১-১৭ গ্রেড) নিম্নলিখিত শূন্য পদসমূহে জনবল নিয়োগের লক্ষ্যে কুমিল্লা জেলার স্থায়ী বাসিন্দাগণের (বাংলাদেশের প্রকৃত নাগরিক) নিকট হতে নিম্নবর্ণিত শর্ত সাপেক্ষে অনলাইনে xyxy=(21,213,911,267)
intro-online: (Online) xyxy=(828,250,891,268)
row-count: ৩৭৫ (তিনশত পঁচাত্তর) xyxy=(241,688,321,750)
list-item xyxy=(21,1578,911,1600)
item-text: এই নিয়োগ বিজ্ঞপ্তি সম্পর্কিত যেকোন সংশোধন, সংযোজন ইত্যাদি (যদি থাকে) এবং প্রার্থীগণের জন্য প্রয়োজনীয় অন্যান্য তথ্য সিভিল সার্জন কার্যালয়, কুমিল্লা এবং সকল উপজেলা স্বাস্থ্য ও পরিবার পরিকল্পনা কর্মকর্তা এর নোটিশ বোর্ডে এবং ওয়েবসাইটের মাধ্যমে জানা যাবে। xyxy=(981,569,1827,606)
sub-text: ডাউনলোডকৃত Applicant's এবং Admit Card এর রঙিন প্রিন্ট কপি। xyxy=(1015,1063,1399,1079)
row-count: ১৮ (আঠার) xyxy=(241,534,321,688)
list-item xyxy=(21,1250,911,1293)
memo-row xyxy=(21,146,911,168)
list-item xyxy=(21,1382,911,1404)
sub-number: (ক) xyxy=(63,1408,83,1424)
notice-intro xyxy=(21,211,911,289)
sub-text: আবেদনকারী মুক্তিযোদ্ধা/শহীদ মুক্তিযোদ্ধার পুত্র-কন্যা এবং পুত্র-কন্যাগণের পুত্র-কন্যা হলে আবেদনের সাথে সম্পর্ক উল্লেখপূর্বক সংশ্লিষ্ট ইউনিয়ন পরিষদ চেয়ারম্যান/পৌরসভার মেয়র/ সিটি কর্পোরেশনের কাউন্সিলর কর্তৃক প্রদত্ত প্রত্যয়নপত্র। xyxy=(1015,893,1811,930)
list-item xyxy=(940,236,1827,300)
